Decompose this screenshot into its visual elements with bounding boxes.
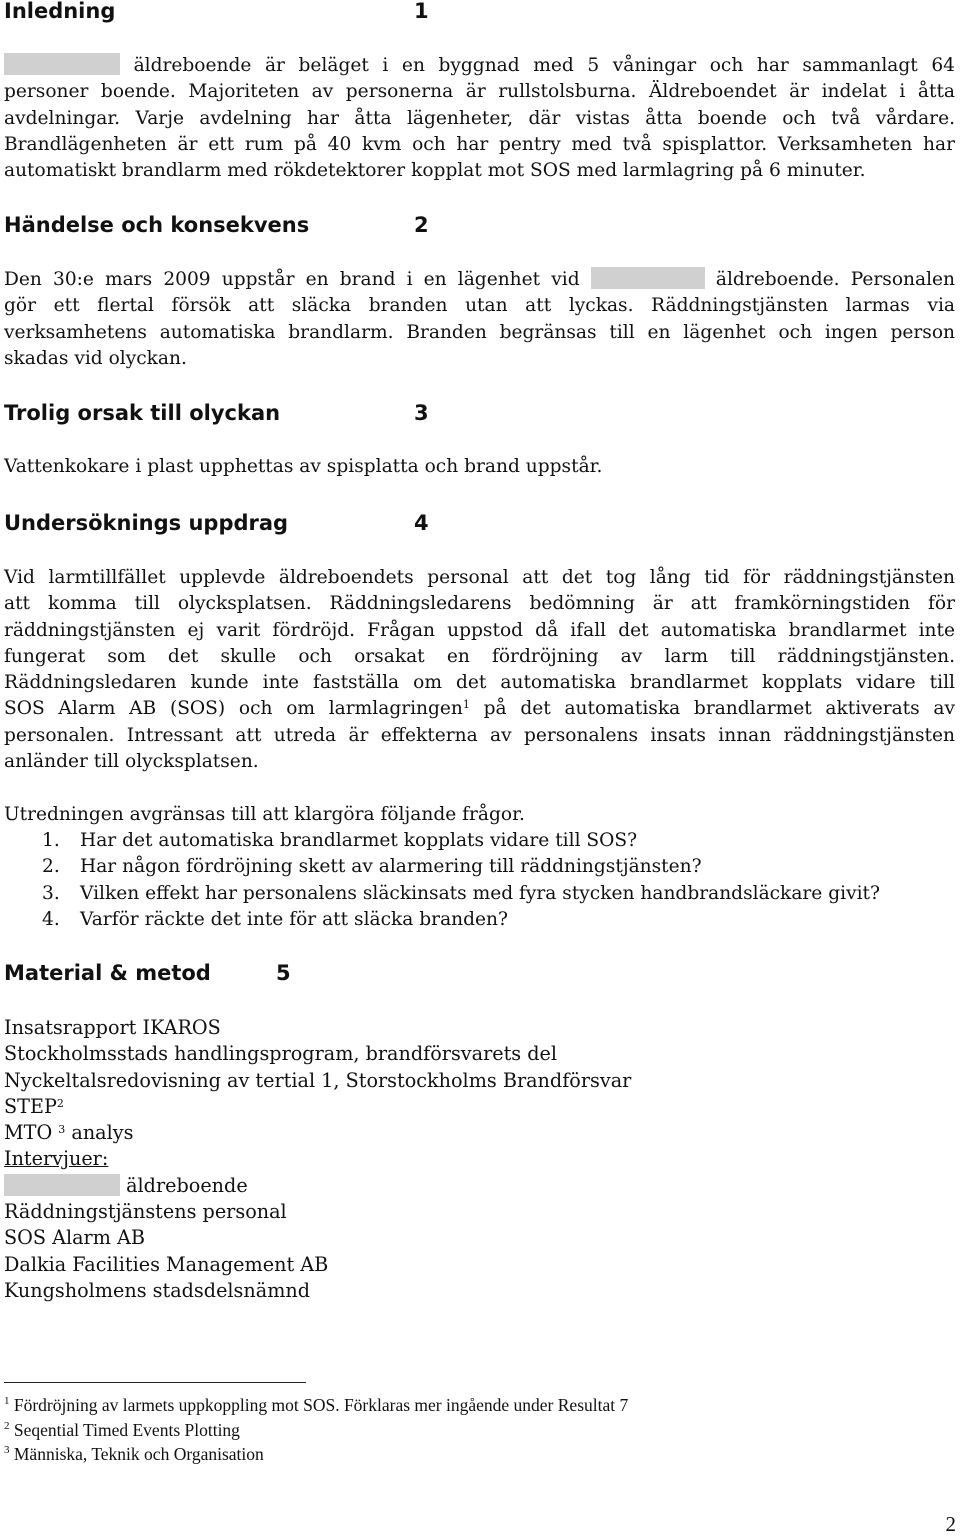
section-title: Inledning	[4, 0, 116, 23]
paragraph-line: personer boende. Majoriteten av personerna är rullstolsburna. Äldreboendet är indelat i åtta	[4, 81, 955, 103]
paragraph-line: anländer till olycksplatsen.	[4, 751, 259, 773]
section-number: 5	[276, 961, 291, 985]
section-heading-cause	[4, 398, 429, 428]
interview-item: Kungsholmens stadsdelsnämnd	[4, 1278, 311, 1302]
footnote-ref: 2	[56, 1096, 64, 1110]
list-item: 4. Varför räckte det inte för att släcka branden?	[42, 908, 508, 930]
paragraph-line: äldreboende är beläget i en byggnad med 5 våningar och har sammanlagt 64	[4, 53, 955, 79]
footnote: $^1$ Fördröjning av larmets uppkoppling mot SOS. Förklaras mer ingående under Resultat 7	[4, 1395, 629, 1415]
intro-paragraph	[4, 53, 955, 184]
event-paragraph	[4, 267, 955, 372]
interview-item: SOS Alarm AB	[4, 1226, 145, 1250]
redacted-name	[4, 53, 120, 75]
paragraph-line: Brandlägenheten är ett rum på 40 kvm och har pentry med två spisplattor. Verksamheten har	[4, 133, 955, 155]
section-heading-event	[4, 210, 429, 240]
material-list	[4, 1015, 631, 1304]
paragraph-line: verksamhetens automatiska brandlarm. Branden begränsas till en lägenhet och ingen person	[4, 321, 955, 343]
paragraph-line: Vid larmtillfället upplevde äldreboendets personal att det tog lång tid för räddningstjänsten	[4, 567, 955, 588]
material-item: Insatsrapport IKAROS	[4, 1016, 221, 1039]
paragraph-line: Räddningsledaren kunde inte fastställa om det automatiska brandlarmet kopplats vidare till	[4, 672, 955, 694]
redacted-name	[4, 1174, 120, 1196]
interview-item: Räddningstjänstens personal	[4, 1200, 287, 1224]
footnote-ref: 1	[462, 698, 470, 712]
paragraph-line: räddningstjänsten ej varit fördröjd. Frågan uppstod då ifall det automatiska brandlarmet inte	[4, 619, 955, 641]
section-heading-method	[4, 958, 291, 988]
scope-intro: Utredningen avgränsas till att klargöra följande frågor.	[4, 804, 525, 825]
paragraph-line: personalen. Intressant att utreda är effekterna av personalens insats innan räddningstjänsten	[4, 724, 955, 746]
paragraph-line: att komma till olycksplatsen. Räddningsledarens bedömning är att framkörningstiden för	[4, 593, 955, 615]
paragraph-line: SOS Alarm AB (SOS) och om larmlagringen$^1$ på det automatiska brandlarmet aktiverats av	[4, 698, 955, 720]
paragraph-line: Vattenkokare i plast upphettas av spisplatta och brand uppstår.	[4, 456, 603, 477]
list-item: 2. Har någon fördröjning skett av alarmering till räddningstjänsten?	[42, 856, 702, 878]
paragraph-line: Den 30:e mars 2009 uppstår en brand i en lägenhet vid äldreboende. Personalen	[4, 269, 956, 290]
section-title: Trolig orsak till olyckan	[4, 401, 281, 425]
material-item: Stockholmsstads handlingsprogram, brandförsvarets del	[4, 1042, 558, 1066]
material-item: MTO $^3$ analys	[4, 1121, 134, 1145]
list-item: 1. Har det automatiska brandlarmet kopplats vidare till SOS?	[42, 830, 638, 851]
page-number: 2	[945, 1512, 956, 1536]
footnote: $^3$ Människa, Teknik och Organisation	[4, 1444, 264, 1464]
material-item: STEP$^2$	[4, 1094, 64, 1118]
interview-item: äldreboende	[4, 1173, 631, 1199]
paragraph-line: fungerat som det skulle och orsakat en fördröjning av larm till räddningstjänsten.	[4, 645, 955, 667]
assignment-paragraph	[4, 565, 955, 775]
footnote-separator	[4, 1382, 306, 1383]
list-item: 3. Vilken effekt har personalens släckinsats med fyra stycken handbrandsläckare givit?	[42, 882, 880, 904]
footnotes	[4, 1393, 628, 1467]
section-number: 2	[414, 213, 429, 237]
section-heading-assignment	[4, 508, 429, 538]
redacted-name	[591, 267, 705, 289]
paragraph-line: gör ett flertal försök att släcka branden utan att lyckas. Räddningstjänsten larmas via	[4, 295, 955, 317]
footnote: $^2$ Seqential Timed Events Plotting	[4, 1419, 240, 1440]
material-item: Nyckeltalsredovisning av tertial 1, Storstockholms Brandförsvar	[4, 1068, 632, 1092]
question-list	[4, 828, 955, 933]
section-heading-intro	[4, 0, 429, 26]
interview-item: Dalkia Facilities Management AB	[4, 1252, 329, 1276]
section-title: Undersöknings uppdrag	[4, 511, 289, 535]
section-title: Händelse och konsekvens	[4, 213, 310, 237]
cause-paragraph	[4, 454, 955, 480]
interviews-label: Intervjuer:	[4, 1147, 109, 1171]
section-number: 3	[414, 401, 429, 425]
paragraph-line: automatiskt brandlarm med rökdetektorer kopplat mot SOS med larmlagring på 6 minuter.	[4, 160, 866, 182]
section-number: 1	[414, 0, 429, 23]
footnote-ref: 3	[58, 1123, 66, 1137]
paragraph-line: skadas vid olyckan.	[4, 347, 187, 369]
section-title: Material & metod	[4, 961, 211, 985]
section-number: 4	[414, 511, 429, 535]
paragraph-line: avdelningar. Varje avdelning har åtta lägenheter, där vistas åtta boende och två vårdare.	[4, 107, 955, 129]
